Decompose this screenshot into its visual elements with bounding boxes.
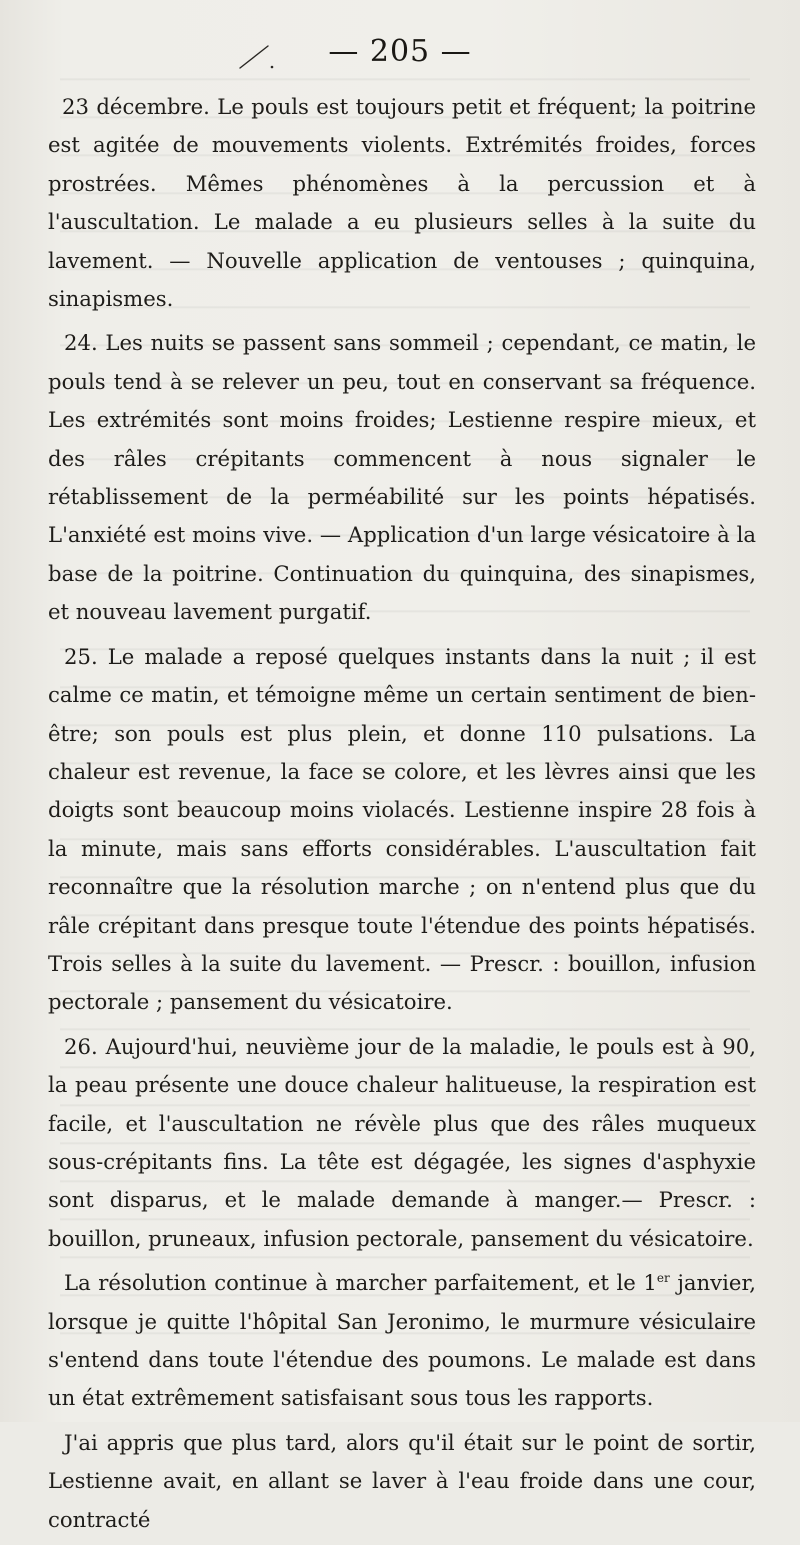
paragraph-resolution <box>48 1264 756 1418</box>
paragraph-25: 25. Le malade a reposé quelques instants dans la nuit ; il est calme ce matin, et témoigne même un certain sentiment de bien-être; son pouls est plus plein, et donne 110 pulsations. La chaleur est revenue, la face se colore, et les lèvres ainsi que les doigts sont beaucoup moins violacés. Lestienne inspire 28 fois à la minute, mais sans efforts considérables. L'auscultation fait reconnaître que la résolution marche ; on n'entend plus que du râle crépitant dans presque toute l'étendue des points hépatisés. Trois selles à la suite du lavement. — Prescr. : bouillon, infusion pectorale ; pansement du vésicatoire. <box>48 643 756 1015</box>
paragraph-appris: J'ai appris que plus tard, alors qu'il était sur le point de sortir, Lestienne avait, en allant se laver à l'eau froide dans une cour, contracté <box>48 1429 756 1532</box>
resolution-text-end: janvier, lorsque je quitte l'hôpital San Jeronimo, le murmure vésiculaire s'entend dans toute l'étendue des poumons. Le malade est dans un état extrêmement satisfaisant sous tous les rapports. <box>48 1270 756 1411</box>
paragraph-26: 26. Aujourd'hui, neuvième jour de la maladie, le pouls est à 90, la peau présente une douce chaleur halitueuse, la respiration est facile, et l'auscultation ne révèle plus que des râles muqueux sous-crépitants fins. La tête est dégagée, les signes d'asphyxie sont disparus, et le malade demande à manger.— Prescr. : bouillon, pruneaux, infusion pectorale, pansement du vésicatoire. <box>48 1033 756 1251</box>
paragraph-24: 24. Les nuits se passent sans sommeil ; cependant, ce matin, le pouls tend à se relever un peu, tout en conservant sa fréquence. Les extrémités sont moins froides; Lestienne respire mieux, et des râles crépitants commencent à nous signaler le rétablissement de la perméabilité sur les points hépatisés. L'anxiété est moins vive. — Application d'un large vésicatoire à la base de la poitrine. Continuation du quinquina, des sinapismes, et nouveau lavement purgatif. <box>48 330 756 625</box>
ordinal-superscript: er <box>656 1271 670 1286</box>
page-number: — 205 — <box>328 34 472 69</box>
body-text <box>48 88 756 1545</box>
paragraph-23-december: 23 décembre. Le pouls est toujours petit et fréquent; la poitrine est agitée de mouvements violents. Extrémités froides, forces prostrées. Mêmes phénomènes à la percussion et à l'auscultation. Le malade a eu plusieurs selles à la suite du lavement. — Nouvelle application de ventouses ; quinquina, sinapismes. <box>48 94 756 312</box>
resolution-text-start: La résolution continue à marcher parfaitement, et le 1 <box>64 1270 657 1296</box>
